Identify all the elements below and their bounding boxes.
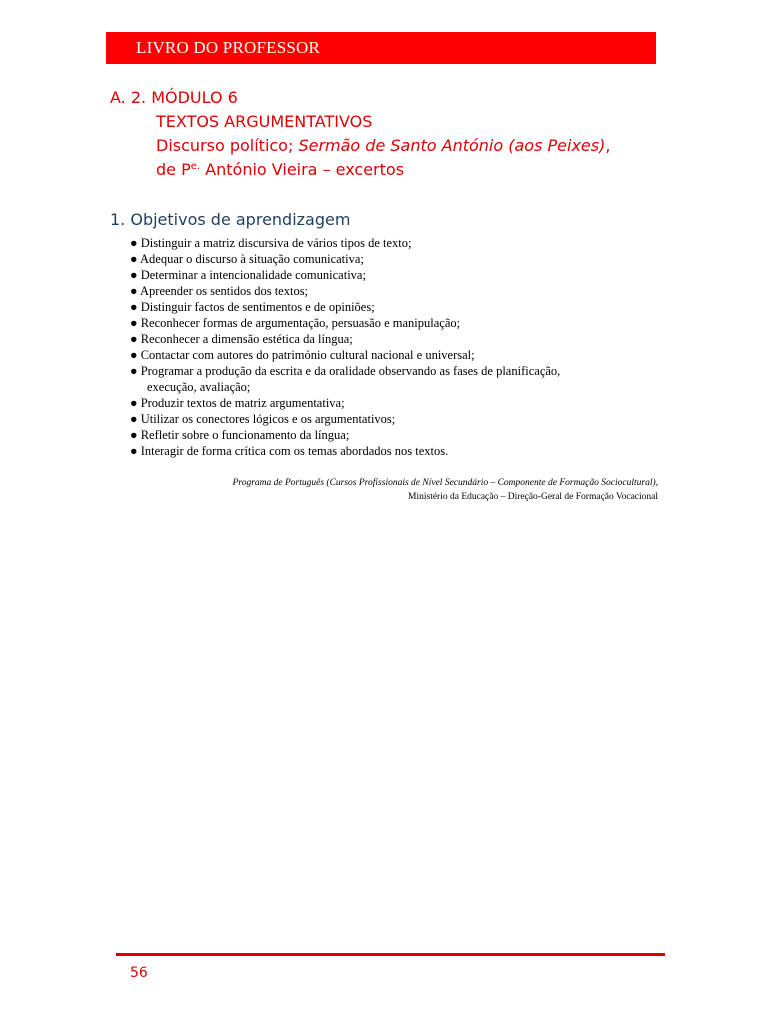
objective-text: Reconhecer formas de argumentação, persuasão e manipulação; [140, 316, 461, 330]
bullet-icon: ● [130, 396, 138, 410]
list-item [130, 427, 670, 443]
source-citation [98, 476, 658, 504]
list-item [130, 315, 670, 331]
bullet-icon: ● [130, 284, 138, 298]
list-item [130, 347, 670, 363]
bullet-icon: ● [130, 316, 138, 330]
objective-text: Distinguir factos de sentimentos e de opiniões; [140, 300, 375, 314]
objectives-list [130, 235, 670, 459]
module-heading [110, 86, 670, 182]
objective-text: Utilizar os conectores lógicos e os argumentativos; [140, 412, 396, 426]
source-ministry: Ministério da Educação – Direção-Geral de Formação Vocacional [408, 492, 658, 502]
objective-text: Reconhecer a dimensão estética da língua; [140, 332, 353, 346]
section-title: 1. Objetivos de aprendizagem [110, 210, 351, 229]
list-item [130, 443, 670, 459]
objective-text: Contactar com autores do património cultural nacional e universal; [140, 348, 475, 362]
module-topic: TEXTOS ARGUMENTATIVOS [156, 112, 373, 131]
bullet-icon: ● [130, 412, 138, 426]
list-item [130, 331, 670, 347]
work-title: Sermão de Santo António (aos Peixes) [298, 136, 606, 155]
list-item [130, 363, 670, 379]
objective-text: Produzir textos de matriz argumentativa; [140, 396, 345, 410]
author-superscript: e. [190, 161, 201, 172]
source-program: Programa de Português (Cursos Profissionais de Nível Secundário – Componente de Formação Sociocultural), [232, 478, 658, 488]
objective-text: Refletir sobre o funcionamento da língua; [140, 428, 350, 442]
module-author [110, 158, 670, 182]
page-number: 56 [130, 965, 148, 981]
header-title: LIVRO DO PROFESSOR [136, 38, 321, 57]
bullet-icon: ● [130, 300, 138, 314]
bullet-icon: ● [130, 252, 138, 266]
list-item [130, 267, 670, 283]
bullet-icon: ● [130, 444, 138, 458]
list-item [130, 395, 670, 411]
objective-text: Distinguir a matriz discursiva de vários tipos de texto; [140, 236, 412, 250]
bullet-icon: ● [130, 428, 138, 442]
list-item [130, 251, 670, 267]
bullet-icon: ● [130, 364, 138, 378]
footer-divider [116, 953, 665, 956]
work-title-comma: , [605, 136, 611, 155]
author-prefix: de P [156, 160, 191, 179]
objective-text: Programar a produção da escrita e da oralidade observando as fases de planificação, [140, 364, 561, 378]
objective-text: execução, avaliação; [147, 380, 251, 394]
objective-text: Adequar o discurso à situação comunicativa; [140, 252, 364, 266]
module-discourse [110, 134, 670, 158]
list-item [130, 299, 670, 315]
objective-text: Determinar a intencionalidade comunicativa; [140, 268, 366, 282]
list-item [130, 283, 670, 299]
bullet-icon: ● [130, 332, 138, 346]
list-item [130, 411, 670, 427]
bullet-icon: ● [130, 268, 138, 282]
list-item [130, 235, 670, 251]
author-suffix: António Vieira – excertos [200, 160, 405, 179]
bullet-icon: ● [130, 236, 138, 250]
module-code: A. 2. MÓDULO 6 [110, 88, 238, 107]
objective-text: Apreender os sentidos dos textos; [140, 284, 309, 298]
discourse-prefix: Discurso político; [156, 136, 299, 155]
bullet-icon: ● [130, 348, 138, 362]
objective-text: Interagir de forma crítica com os temas abordados nos textos. [140, 444, 449, 458]
list-item-continuation [130, 379, 670, 395]
header-bar [106, 32, 656, 64]
